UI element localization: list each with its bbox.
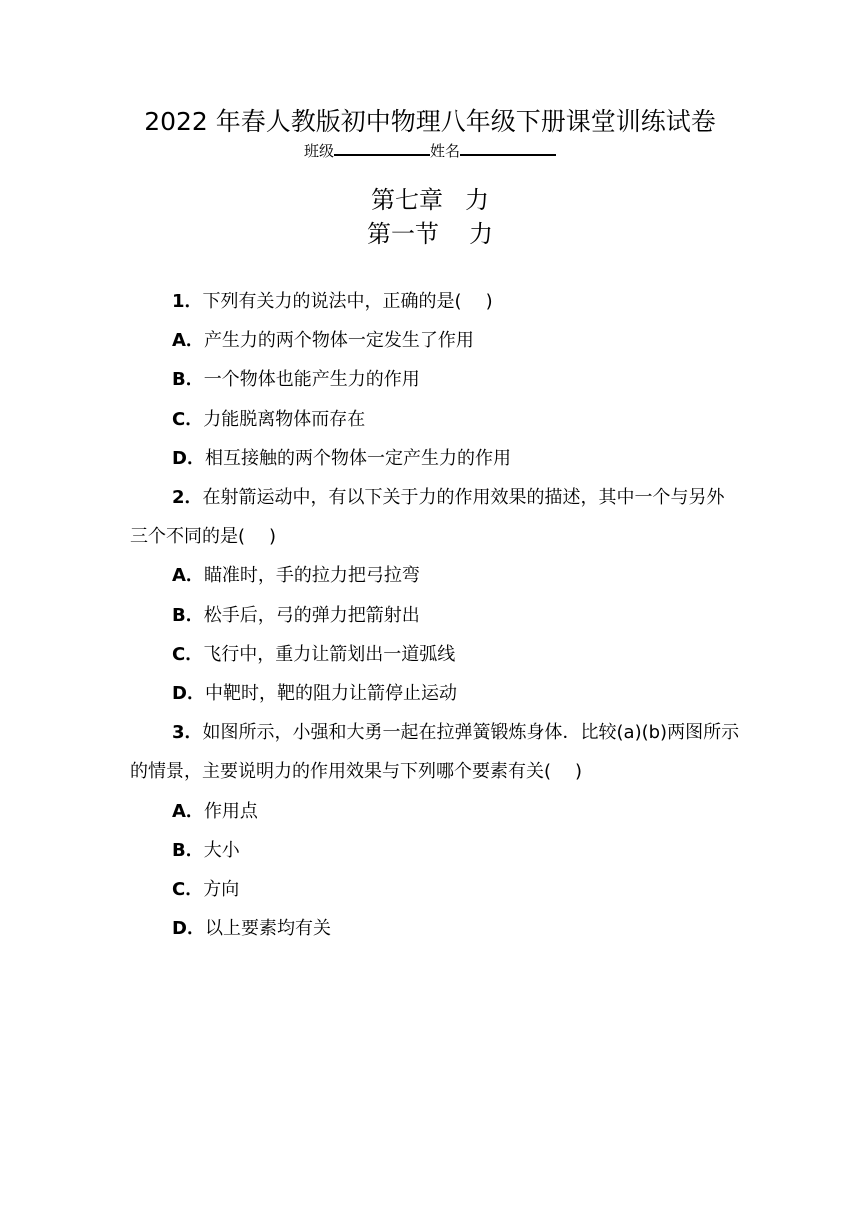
option-letter: D． [172,683,205,705]
question-1 [130,282,740,478]
question-close: ) [575,761,583,783]
option-letter: C． [172,643,204,665]
section-heading [0,218,860,250]
option-c[interactable] [130,400,740,439]
option-text: 产生力的两个物体一定发生了作用 [203,330,474,352]
question-list [130,282,740,948]
class-label: 班级 [303,142,334,160]
option-letter: A． [172,800,204,822]
option-letter: A． [172,330,204,352]
option-text: 作用点 [203,800,258,822]
option-c[interactable] [130,870,740,909]
option-a[interactable] [130,792,740,831]
option-b[interactable] [130,360,740,399]
option-text: 一个物体也能产生力的作用 [203,369,420,391]
option-text: 中靶时，靶的阻力让箭停止运动 [204,683,457,705]
name-label: 姓名 [430,142,461,160]
option-text: 大小 [203,839,240,861]
option-letter: C． [172,879,204,901]
name-blank[interactable] [460,138,556,156]
option-b[interactable] [130,596,740,635]
section-topic: 力 [469,220,493,248]
option-text: 瞄准时，手的拉力把弓拉弯 [203,565,420,587]
question-text: 如图所示，小强和大勇一起在拉弹簧锻炼身体．比较(a)(b)两图所示的情景，主要说明力的作用效果与下列哪个要素有关( [130,722,740,783]
option-d[interactable] [130,909,740,948]
option-letter: C． [172,408,204,430]
chapter-heading [0,184,860,216]
question-stem [130,478,740,556]
option-letter: B． [172,839,204,861]
option-text: 力能脱离物体而存在 [203,408,366,430]
option-a[interactable] [130,321,740,360]
question-stem [130,713,740,791]
class-blank[interactable] [334,138,430,156]
option-b[interactable] [130,831,740,870]
question-text: 下列有关力的说法中，正确的是( [202,291,462,312]
option-d[interactable] [130,439,740,478]
option-letter: B． [172,369,204,391]
option-text: 飞行中，重力让箭划出一道弧线 [203,643,456,665]
question-text: 在射箭运动中，有以下关于力的作用效果的描述，其中一个与另外三个不同的是( [130,487,725,548]
option-c[interactable] [130,635,740,674]
question-number: 2． [172,487,203,509]
option-text: 相互接触的两个物体一定产生力的作用 [204,447,511,469]
question-2 [130,478,740,713]
question-number: 1． [172,291,203,312]
question-3 [130,713,740,948]
option-letter: D． [172,918,205,940]
option-letter: B． [172,604,204,626]
option-d[interactable] [130,674,740,713]
chapter-topic: 力 [465,186,489,214]
chapter-number: 第七章 [371,186,443,214]
question-close: ) [485,291,493,312]
option-a[interactable] [130,556,740,595]
option-text: 方向 [203,879,240,901]
option-letter: A． [172,565,204,587]
paper-title: 2022 年春人教版初中物理八年级下册课堂训练试卷 [144,107,716,136]
option-text: 以上要素均有关 [204,918,331,940]
question-close: ) [269,526,277,548]
question-stem [130,282,740,321]
student-info-line [0,138,860,162]
option-letter: D． [172,447,205,469]
question-number: 3． [172,722,203,744]
section-number: 第一节 [367,220,439,248]
option-text: 松手后，弓的弹力把箭射出 [203,604,420,626]
